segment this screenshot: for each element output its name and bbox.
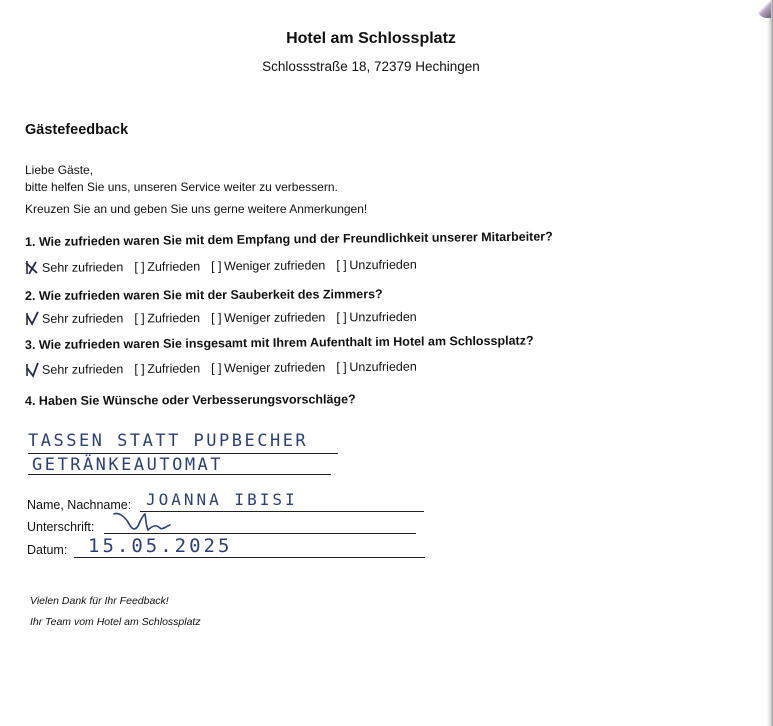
- date-line: [74, 557, 425, 558]
- form-title: Gästefeedback: [25, 122, 129, 138]
- q1-option-label: Weniger zufrieden: [224, 258, 326, 274]
- q2-option-label: Sehr zufrieden: [41, 311, 124, 326]
- intro-line-1: bitte helfen Sie uns, unseren Service weiter zu verbessern.: [25, 180, 338, 194]
- checkbox-empty-icon[interactable]: [ ]: [211, 259, 222, 274]
- q2-option-satisfied[interactable]: [134, 310, 200, 326]
- question-1-options: [25, 257, 417, 276]
- q3-option-unsatisfied[interactable]: [336, 359, 417, 376]
- checkbox-empty-icon[interactable]: [ ]: [134, 259, 145, 275]
- checkbox-checked-icon[interactable]: [25, 260, 40, 276]
- question-3-options: [25, 359, 417, 378]
- intro-greeting: Liebe Gäste,: [25, 163, 94, 177]
- q1-option-label: Zufrieden: [147, 259, 201, 274]
- q3-option-label: Zufrieden: [147, 361, 201, 376]
- checkbox-empty-icon[interactable]: [ ]: [211, 361, 222, 376]
- q3-option-satisfied[interactable]: [134, 360, 200, 377]
- q2-option-label: Zufrieden: [147, 311, 201, 326]
- question-2: 2. Wie zufrieden waren Sie mit der Sauberkeit des Zimmers?: [24, 287, 383, 303]
- q3-option-very-satisfied[interactable]: [25, 361, 123, 378]
- checkbox-empty-icon[interactable]: [ ]: [134, 361, 145, 377]
- signature-label: Unterschrift:: [27, 520, 95, 534]
- checkbox-empty-icon[interactable]: [ ]: [336, 360, 347, 375]
- q3-option-label: Weniger zufrieden: [224, 360, 326, 376]
- answer-line-2: [28, 474, 331, 475]
- answer-line-1: [28, 453, 338, 454]
- q2-option-label: Weniger zufrieden: [224, 310, 326, 325]
- checkbox-empty-icon[interactable]: [ ]: [336, 258, 347, 273]
- hotel-name: Hotel am Schlossplatz: [286, 30, 456, 47]
- q1-option-very-satisfied[interactable]: [25, 259, 123, 276]
- question-3: 3. Wie zufrieden waren Sie insgesamt mit Ihrem Aufenthalt im Hotel am Schlossplatz?: [24, 333, 534, 352]
- date-label: Datum:: [27, 543, 68, 557]
- handwritten-answer-2[interactable]: GETRÄNKEAUTOMAT: [32, 455, 224, 475]
- q2-option-less-satisfied[interactable]: [211, 309, 325, 326]
- q2-option-unsatisfied[interactable]: [336, 309, 416, 325]
- q1-option-satisfied[interactable]: [134, 258, 200, 275]
- corner-mark: [757, 0, 771, 18]
- page-edge: [767, 0, 773, 726]
- closing-team: Ihr Team vom Hotel am Schlossplatz: [30, 616, 201, 628]
- q1-option-label: Sehr zufrieden: [41, 260, 124, 275]
- question-2-options: [25, 309, 417, 327]
- q1-option-unsatisfied[interactable]: [336, 257, 417, 274]
- handwritten-answer-1[interactable]: TASSEN STATT PUPBECHER: [28, 431, 309, 451]
- q3-option-label: Sehr zufrieden: [41, 362, 124, 377]
- q2-option-very-satisfied[interactable]: [25, 310, 123, 327]
- name-value[interactable]: JOANNA IBISI: [146, 490, 298, 509]
- closing-thanks: Vielen Dank für Ihr Feedback!: [30, 595, 169, 607]
- question-4: 4. Haben Sie Wünsche oder Verbesserungsvorschläge?: [24, 392, 356, 408]
- q3-option-less-satisfied[interactable]: [211, 359, 325, 376]
- name-label: Name, Nachname:: [27, 498, 132, 512]
- q2-option-label: Unzufrieden: [349, 309, 417, 325]
- date-value[interactable]: 15.05.2025: [88, 535, 233, 557]
- checkbox-empty-icon[interactable]: [ ]: [336, 310, 347, 325]
- q1-option-less-satisfied[interactable]: [211, 257, 325, 274]
- name-line: [140, 511, 424, 512]
- checkbox-empty-icon[interactable]: [ ]: [211, 310, 222, 326]
- checkbox-checked-icon[interactable]: [25, 362, 40, 378]
- signature-scribble[interactable]: [112, 508, 182, 538]
- intro-line-2: Kreuzen Sie an und geben Sie uns gerne weitere Anmerkungen!: [25, 202, 368, 216]
- q3-option-label: Unzufrieden: [349, 359, 417, 375]
- checkbox-empty-icon[interactable]: [ ]: [134, 311, 145, 326]
- hotel-address: Schlossstraße 18, 72379 Hechingen: [262, 59, 480, 74]
- checkbox-checked-icon[interactable]: [25, 311, 40, 327]
- question-1: 1. Wie zufrieden waren Sie mit dem Empfang und der Freundlichkeit unserer Mitarbeiter?: [24, 229, 553, 249]
- q1-option-label: Unzufrieden: [349, 257, 417, 273]
